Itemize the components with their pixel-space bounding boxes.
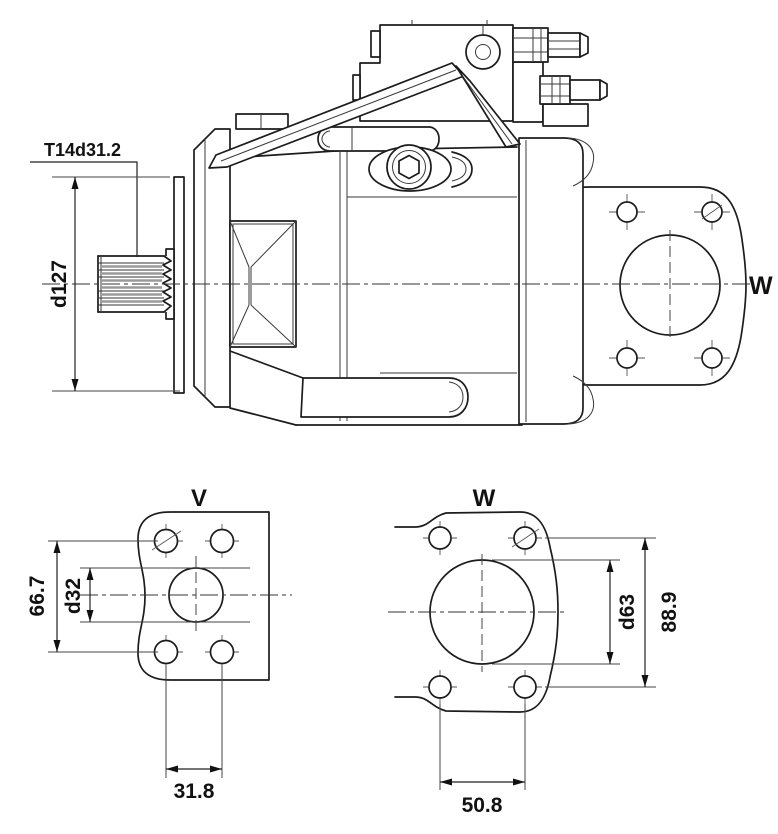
dimension-66-7 [26, 541, 158, 652]
dim-88-9-label: 88.9 [658, 591, 681, 633]
spline-callout-label: T14d31.2 [44, 140, 122, 160]
flange-top-boss [236, 114, 288, 129]
port-end-cap [519, 138, 594, 424]
threaded-port-fitting-upper [513, 28, 588, 62]
dim-50-8-label: 50.8 [461, 794, 503, 817]
d127-label: d127 [48, 260, 71, 308]
view-w [388, 485, 681, 817]
dim-d63-label: d63 [616, 593, 639, 631]
view-v [26, 485, 292, 803]
view-v-title: V [190, 485, 208, 512]
hex-socket-bolt-head [399, 156, 419, 179]
view-w-title: W [472, 485, 496, 512]
swash-plate-bolt-assembly [318, 127, 472, 191]
dim-66-7-label: 66.7 [26, 575, 49, 617]
control-valve-block [353, 20, 607, 126]
dim-d32-label: d32 [62, 577, 85, 615]
dim-31-8-label: 31.8 [173, 780, 215, 803]
dimension-31-8 [166, 666, 222, 803]
shaft-seal-plate [174, 177, 184, 393]
valve-pivot-boss [466, 35, 500, 69]
main-side-view [30, 20, 773, 425]
port-face-w-label: W [749, 272, 773, 300]
bottom-foot-rib [230, 351, 468, 417]
dimension-50-8 [440, 704, 525, 817]
threaded-port-fitting-lower [540, 76, 607, 104]
dimension-spline-callout [30, 140, 137, 257]
